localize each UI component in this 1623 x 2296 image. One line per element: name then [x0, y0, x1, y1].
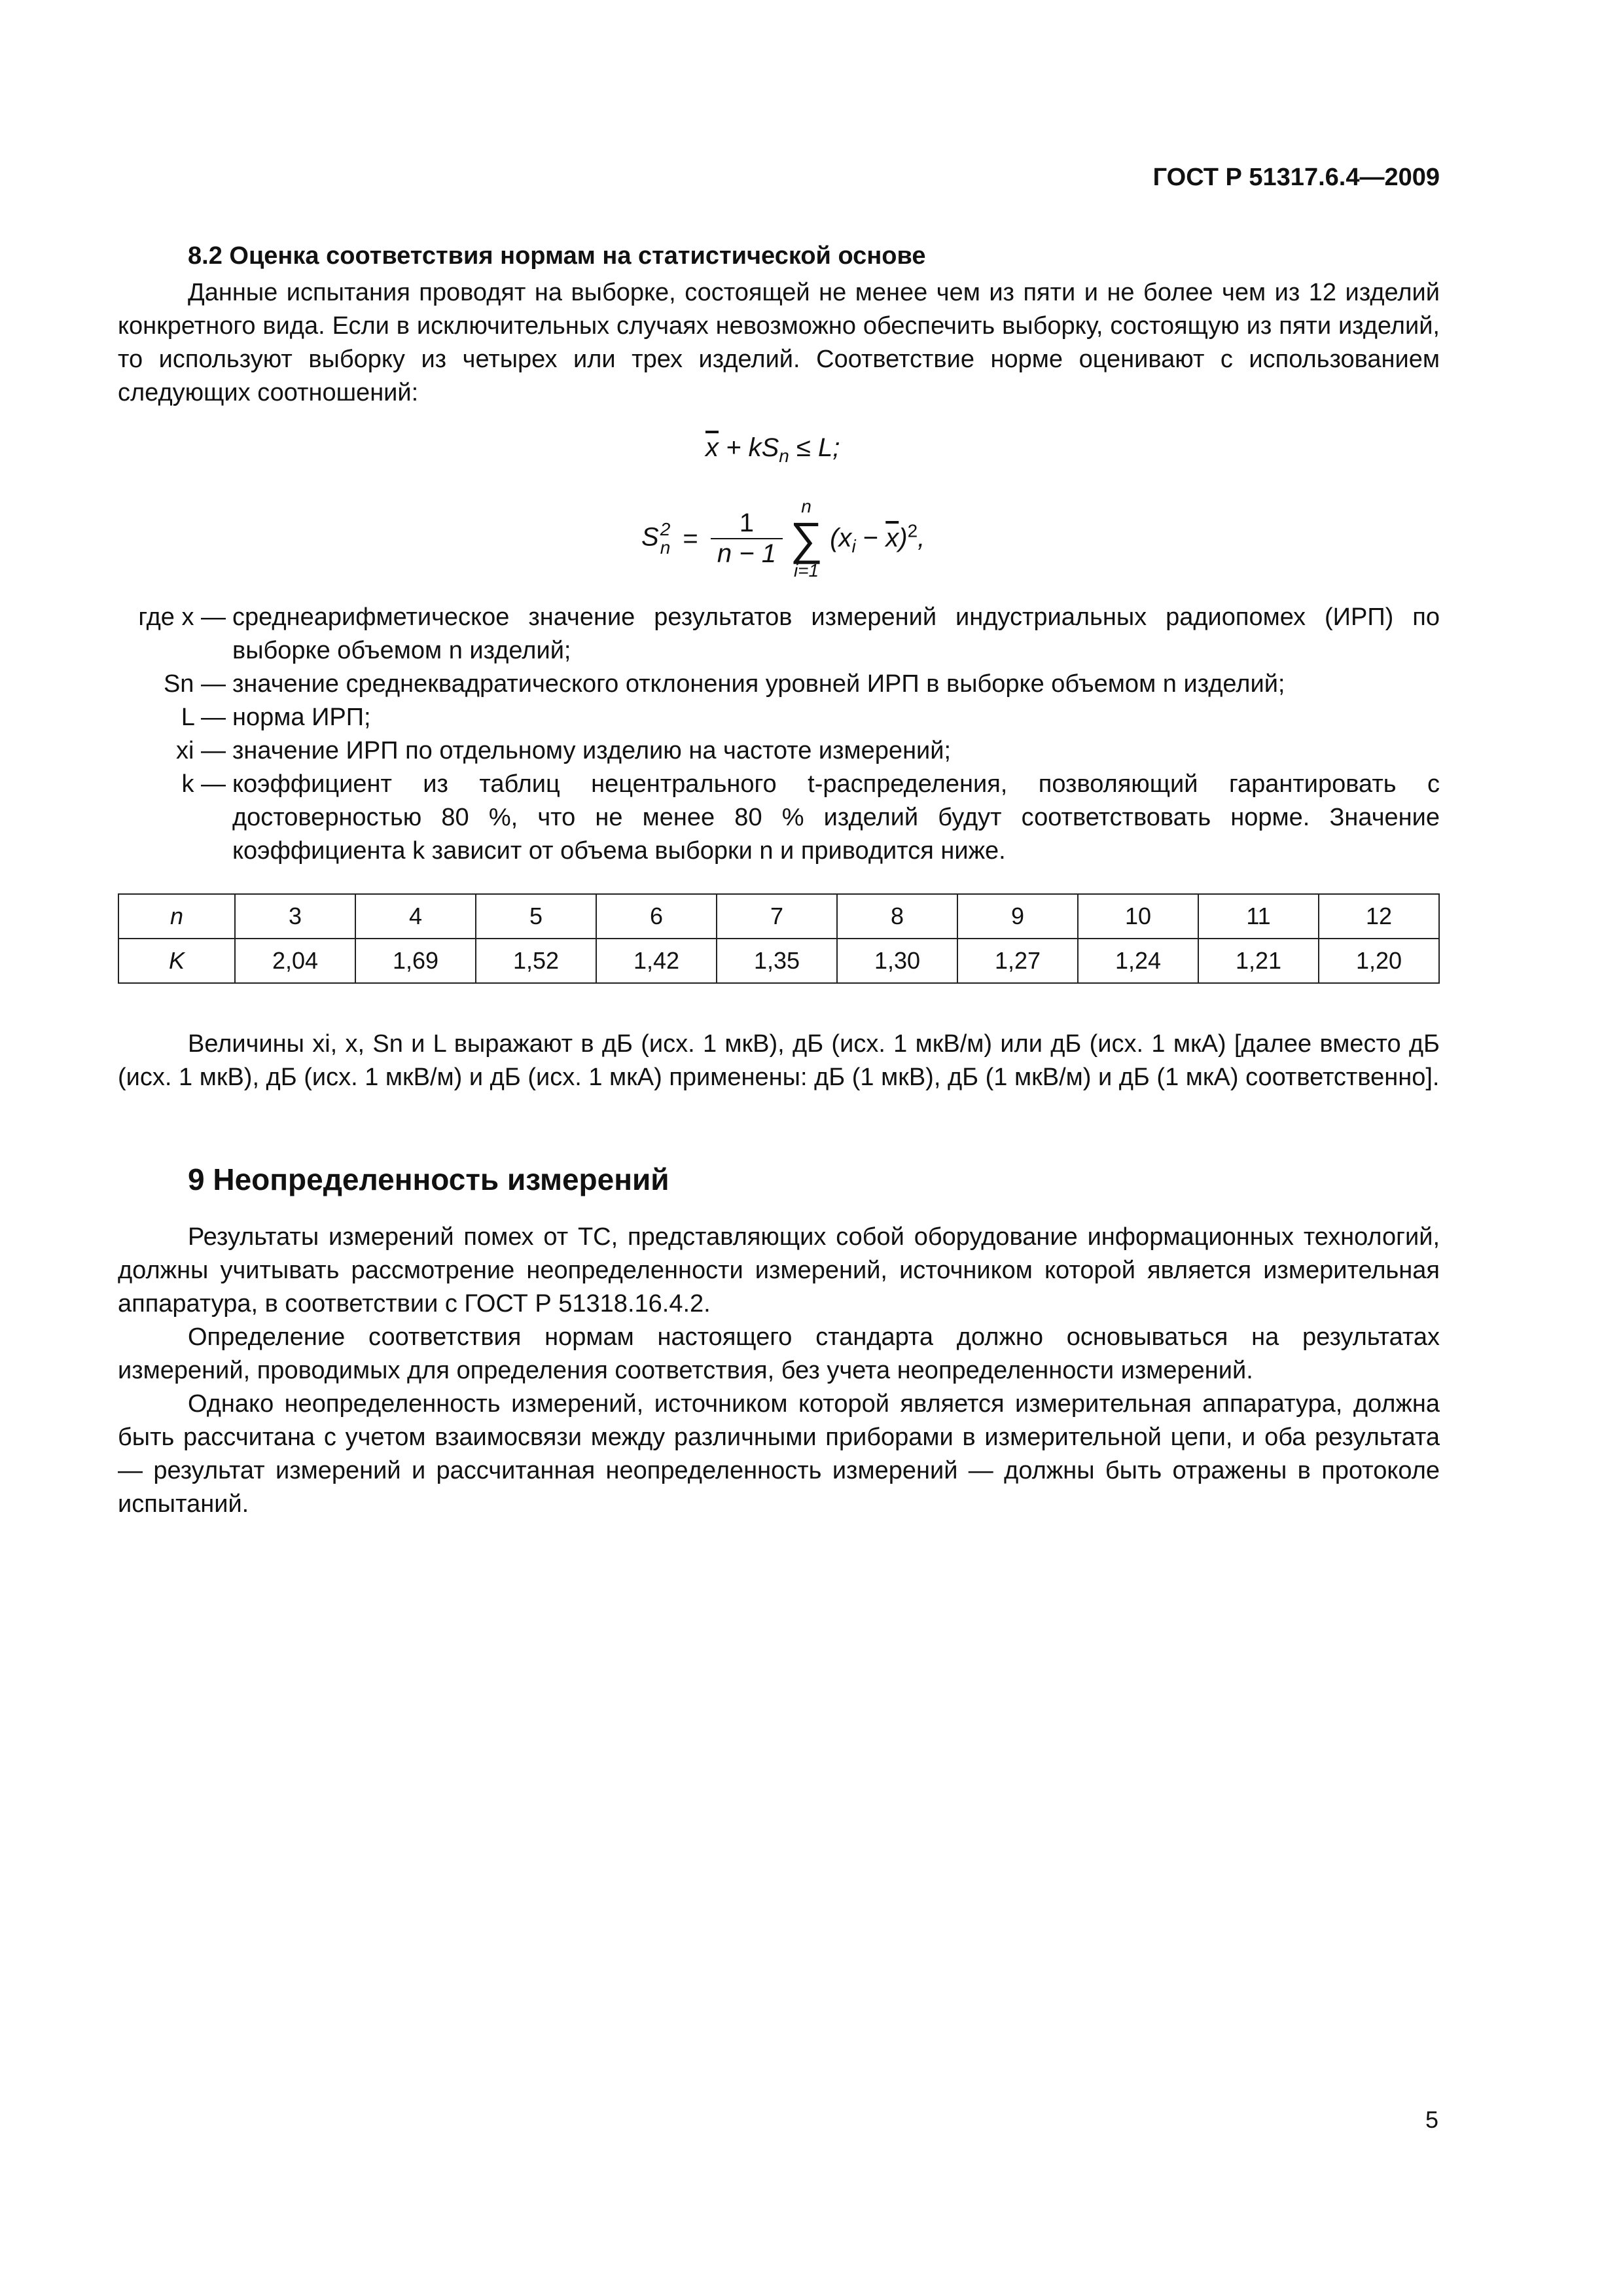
definition-text: значение ИРП по отдельному изделию на частоте измерений;	[232, 737, 952, 764]
sigma-symbol: ∑	[790, 513, 823, 564]
formula-1-xbar: $\overline{x}$	[705, 433, 719, 462]
definition-term: где x —	[138, 603, 226, 631]
formula-1-k-s: + kS	[719, 433, 779, 462]
formula-2-denominator: n − 1	[717, 539, 776, 568]
section-8-2-text: Данные испытания проводят на выборке, состоящей не менее чем из пяти и не более чем из 12 изделий конкретного вида. Если в исключительных случаях невозможно обеспечить выборку, состоящую из пяти изделий, то используют выборку из четырех или трех изделий. Соответствие норме оценивают с использованием следующих соотношений:	[118, 279, 1440, 406]
table-cell: 1,42	[596, 939, 717, 983]
units-text: Величины xi, x, Sn и L выражают в дБ (исх. 1 мкВ), дБ (исх. 1 мкВ/м) или дБ (исх. 1 мкА) [далее вместо дБ (исх. 1 мкВ), дБ (исх. 1 мкВ/м) и дБ (исх. 1 мкА) применены: дБ (1 мкВ), дБ (1 мкВ/м) и дБ (1 мкА) соответственно].	[118, 1030, 1440, 1091]
table-cell: 8	[837, 894, 957, 939]
formula-1	[705, 433, 840, 467]
definition-term: k —	[181, 770, 226, 798]
formula-2-sum	[790, 497, 823, 580]
section-8-2-paragraph	[118, 276, 1440, 410]
definition-term: Sn —	[163, 670, 226, 698]
formula-2-xbar: $\overline{x}$	[885, 523, 899, 552]
formula-2-sub-i: i	[851, 535, 856, 556]
section-9-title: 9 Неопределенность измерений	[188, 1162, 669, 1196]
table-cell: 1,52	[476, 939, 596, 983]
section-9-text-3: Однако неопределенность измерений, источником которой является измерительная аппаратура, должна быть рассчитана с учетом взаимосвязи между различными приборами в измерительной цепи, и оба результата — результат измерений и рассчитанная неопределенность измерений — должны быть отражены в протоколе испытаний.	[118, 1390, 1440, 1518]
table-cell: 1,24	[1078, 939, 1198, 983]
definition-row	[118, 734, 1440, 768]
definitions-list	[118, 601, 1440, 868]
definition-term: xi —	[176, 737, 226, 764]
table-cell: 1,20	[1319, 939, 1439, 983]
formula-2-sub: n	[660, 537, 671, 558]
section-9-paragraph-3	[118, 1388, 1440, 1521]
definition-row	[118, 701, 1440, 734]
formula-2-numerator: 1	[711, 509, 783, 539]
definition-text: значение среднеквадратического отклонения уровней ИРП в выборке объемом n изделий;	[232, 670, 1285, 698]
table-cell: 1,27	[957, 939, 1078, 983]
table-row-label: n	[118, 894, 235, 939]
table-cell: 12	[1319, 894, 1439, 939]
table-cell: 6	[596, 894, 717, 939]
formula-1-rest: ≤ L;	[789, 433, 840, 462]
formula-2-comma: ,	[918, 523, 925, 552]
section-9-paragraph-2	[118, 1321, 1440, 1388]
table-cell: 2,04	[235, 939, 355, 983]
table-cell: 4	[355, 894, 476, 939]
table-cell: 1,69	[355, 939, 476, 983]
formula-2-sup2: 2	[907, 520, 918, 541]
formula-2-fraction	[711, 509, 783, 569]
table-row-n	[118, 894, 1439, 939]
formula-2-sup: 2	[660, 519, 671, 539]
page-number: 5	[1425, 2106, 1438, 2133]
table-row-k	[118, 939, 1439, 983]
formula-2	[641, 497, 925, 580]
formula-2-paren: (x	[830, 523, 852, 552]
section-9-text-1: Результаты измерений помех от ТС, представляющих собой оборудование информационных технологий, должны учитывать рассмотрение неопределенности измерений, источником которой является измерительная аппаратура, в соответствии с ГОСТ Р 51318.16.4.2.	[118, 1223, 1440, 1318]
section-8-2-title: 8.2 Оценка соответствия нормам на статистической основе	[188, 242, 926, 270]
table-cell: 1,30	[837, 939, 957, 983]
formula-2-equals: =	[683, 524, 698, 553]
formula-2-sum-top: n	[801, 496, 812, 516]
formula-2-minus: −	[855, 523, 886, 552]
table-cell: 5	[476, 894, 596, 939]
units-paragraph	[118, 1028, 1440, 1094]
section-9-text-2: Определение соответствия нормам настоящего стандарта должно основываться на результатах измерений, проводимых для определения соответствия, без учета неопределенности измерений.	[118, 1323, 1440, 1384]
definition-term: L —	[181, 704, 226, 731]
table-cell: 1,35	[717, 939, 837, 983]
definition-row	[118, 601, 1440, 668]
definition-text: среднеарифметическое значение результатов измерений индустриальных радиопомех (ИРП) по выборке объемом n изделий;	[232, 603, 1440, 664]
coefficient-table	[118, 893, 1440, 984]
table-cell: 11	[1198, 894, 1319, 939]
table-cell: 10	[1078, 894, 1198, 939]
definition-row	[118, 668, 1440, 701]
definition-row	[118, 768, 1440, 868]
formula-2-close: )	[899, 523, 908, 552]
section-9-paragraph-1	[118, 1221, 1440, 1321]
table-cell: 3	[235, 894, 355, 939]
table-cell: 9	[957, 894, 1078, 939]
table-cell: 1,21	[1198, 939, 1319, 983]
table-row-label: K	[118, 939, 235, 983]
table-cell: 7	[717, 894, 837, 939]
definition-text: норма ИРП;	[232, 704, 371, 731]
formula-2-s: S	[641, 522, 659, 552]
formula-1-sub-n: n	[779, 446, 789, 466]
document-header: ГОСТ Р 51317.6.4—2009	[1152, 164, 1440, 191]
formula-2-sum-bottom: i=1	[793, 560, 819, 581]
definition-text: коэффициент из таблиц нецентрального t-распределения, позволяющий гарантировать с достоверностью 80 %, что не менее 80 % изделий будут соответствовать норме. Значение коэффициента k зависит от объема выборки n и приводится ниже.	[232, 770, 1440, 865]
